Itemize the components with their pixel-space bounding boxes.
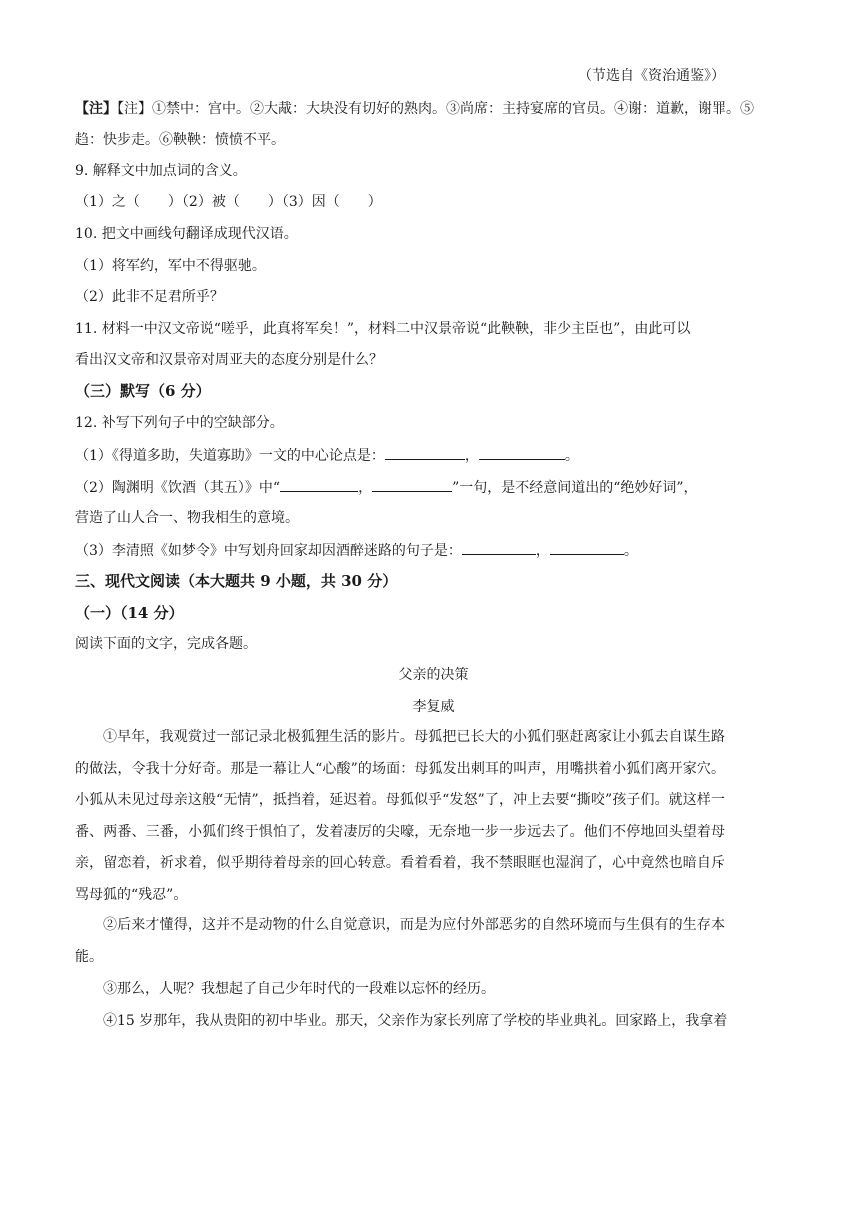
question-10-stem: 10. 把文中画线句翻译成现代汉语。 (75, 226, 298, 242)
question-12-item-3-text: （3）李清照《如梦令》中写划舟回家却因酒醉迷路的句子是： (75, 543, 462, 559)
question-12-item-2 (75, 477, 698, 498)
question-11-line-2: 看出汉文帝和汉景帝对周亚夫的态度分别是什么？ (75, 352, 383, 368)
annotation-text-1: 【注】①禁中：宫中。②大胾：大块没有切好的熟肉。③尚席：主持宴席的官员。④谢：道歉，谢罪。⑤ (117, 101, 754, 117)
article-paragraph-1: ①早年，我观赏过一部记录北极狐狸生活的影片。母狐把已长大的小狐们驱赶离家让小狐去自谋生路的做法，令我十分好奇。那是一幕让人“心酸”的场面：母狐发出刺耳的叫声，用嘴拱着小狐们离开家穴。小狐从未见过母亲这般“无情”，抵挡着，延迟着。母狐似乎“发怒”了，冲上去要“撕咬”孩子们。就这样一番、两番、三番，小狐们终于惧怕了，发着凄厉的尖嚎，无奈地一步一步远去了。他们不停地回头望着母亲，留恋着，祈求着，似乎期待着母亲的回心转意。看着看着，我不禁眼眶也湿润了，心中竟然也暗自斥骂母狐的“残忍”。 (75, 729, 725, 903)
question-9-stem: 9. 解释文中加点词的含义。 (75, 163, 247, 179)
question-10-sentence-2: （2）此非不足君所乎？ (75, 289, 224, 305)
source-citation: （节选自《资治通鉴》） (578, 68, 725, 84)
question-12-item-2-tail: ”一句，是不经意间道出的“绝妙好词”， (452, 480, 698, 496)
answer-blank[interactable] (385, 445, 465, 460)
question-12-item-1-text: （1）《得道多助，失道寡助》一文的中心论点是： (75, 448, 385, 464)
reading-instruction: 阅读下面的文字，完成各题。 (75, 636, 257, 652)
article-author: 李复威 (412, 699, 455, 715)
annotation-line-1 (75, 99, 754, 119)
section-heading-dictation: （三）默写（6 分） (75, 382, 211, 400)
question-12-item-1 (75, 445, 579, 466)
article-title: 父亲的决策 (398, 667, 469, 683)
article-paragraph-3: ③那么，人呢？我想起了自己少年时代的一段难以忘怀的经历。 (103, 981, 495, 997)
answer-blank[interactable] (280, 477, 358, 492)
answer-blank[interactable] (550, 540, 624, 555)
separator: ， (535, 543, 550, 559)
question-9-items: （1）之（ ）（2）被（ ）（3）因（ ） (75, 194, 382, 210)
question-12-item-2-text: （2）陶渊明《饮酒（其五）》中“ (75, 480, 281, 496)
separator: ， (358, 480, 373, 496)
article-paragraph-4: ④15 岁那年，我从贵阳的初中毕业。那天，父亲作为家长列席了学校的毕业典礼。回家路上，我拿着 (103, 1013, 728, 1029)
question-12-item-3 (75, 540, 638, 561)
subsection-heading: （一）（14 分） (75, 604, 184, 622)
question-12-item-2-line-2: 营造了山人合一、物我相生的意境。 (75, 510, 299, 526)
period: 。 (564, 448, 579, 464)
answer-blank[interactable] (479, 445, 565, 460)
part-heading-modern-reading: 三、现代文阅读（本大题共 9 小题，共 30 分） (75, 572, 398, 590)
answer-blank[interactable] (372, 477, 452, 492)
annotation-line-2: 趋：快步走。⑥鞅鞅：愤愤不平。 (75, 132, 285, 148)
question-12-stem: 12. 补写下列句子中的空缺部分。 (75, 415, 284, 431)
article-paragraph-2: ②后来才懂得，这并不是动物的什么自觉意识，而是为应付外部恶劣的自然环境而与生俱有的生存本能。 (75, 917, 725, 965)
period: 。 (623, 543, 638, 559)
annotation-label: 【注】 (75, 101, 117, 117)
question-11-line-1: 11. 材料一中汉文帝说“嗟乎，此真将军矣！”，材料二中汉景帝说“此鞅鞅，非少主臣也”，由此可以 (75, 321, 691, 337)
question-10-sentence-1: （1）将军约，军中不得驱驰。 (75, 258, 266, 274)
separator: ， (464, 448, 479, 464)
answer-blank[interactable] (462, 540, 536, 555)
